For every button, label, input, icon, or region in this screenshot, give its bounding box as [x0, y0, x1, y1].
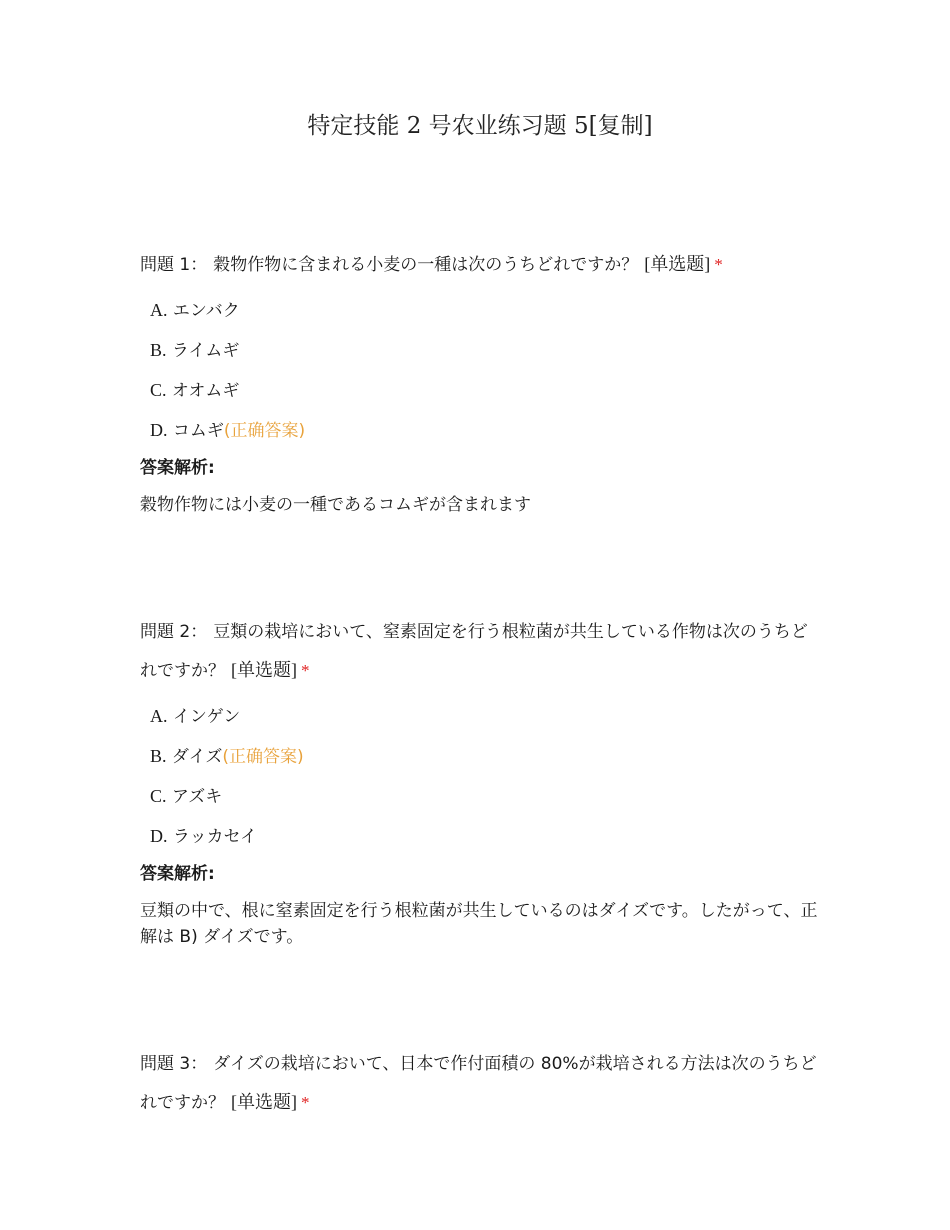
correct-answer-tag: (正确答案) — [223, 421, 306, 441]
question-type: [单选题] — [644, 254, 711, 274]
question-text: 豆類の栽培において、窒素固定を行う根粒菌が共生している作物は次のうちどれですか？ — [140, 622, 808, 681]
required-mark: * — [301, 1093, 310, 1112]
correct-answer-tag: (正确答案) — [222, 747, 304, 767]
required-mark: * — [301, 661, 310, 680]
option-c[interactable]: C. オオムギ — [150, 380, 240, 401]
question-header — [140, 613, 820, 690]
option-c[interactable]: C. アズキ — [150, 786, 223, 807]
option-a[interactable]: A. インゲン — [150, 706, 241, 727]
question-header — [140, 245, 820, 284]
question-type: [单选题] — [231, 1092, 297, 1112]
question-2 — [140, 613, 820, 950]
analysis-label: 答案解析: — [140, 864, 215, 884]
option-list — [140, 290, 820, 450]
question-number: 問題 2： — [140, 622, 208, 642]
question-text: ダイズの栽培において、日本で作付面積の 80%が栽培される方法は次のうちどれですか？ — [140, 1054, 817, 1113]
question-number: 問題 3： — [140, 1054, 208, 1074]
question-1 — [140, 245, 820, 518]
analysis-label: 答案解析: — [140, 458, 215, 478]
option-d[interactable]: D. ラッカセイ — [150, 826, 258, 847]
required-mark: * — [714, 255, 723, 274]
option-list — [140, 696, 820, 856]
option-d[interactable]: D. コムギ(正确答案) — [150, 420, 306, 441]
question-type: [单选题] — [231, 660, 297, 680]
option-b[interactable]: B. ライムギ — [150, 340, 240, 361]
question-header — [140, 1045, 820, 1122]
question-number: 問題 1： — [140, 255, 208, 275]
question-3 — [140, 1045, 820, 1122]
page-title: 特定技能 2 号农业练习题 5[复制] — [307, 113, 653, 139]
analysis-text: 豆類の中で、根に窒素固定を行う根粒菌が共生しているのはダイズです。したがって、正解は B) ダイズです。 — [140, 901, 818, 947]
option-b[interactable]: B. ダイズ(正确答案) — [150, 746, 304, 767]
question-text: 穀物作物に含まれる小麦の一種は次のうちどれですか？ — [213, 255, 639, 275]
analysis-text: 穀物作物には小麦の一種であるコムギが含まれます — [140, 495, 531, 515]
option-a[interactable]: A. エンバク — [150, 300, 240, 321]
